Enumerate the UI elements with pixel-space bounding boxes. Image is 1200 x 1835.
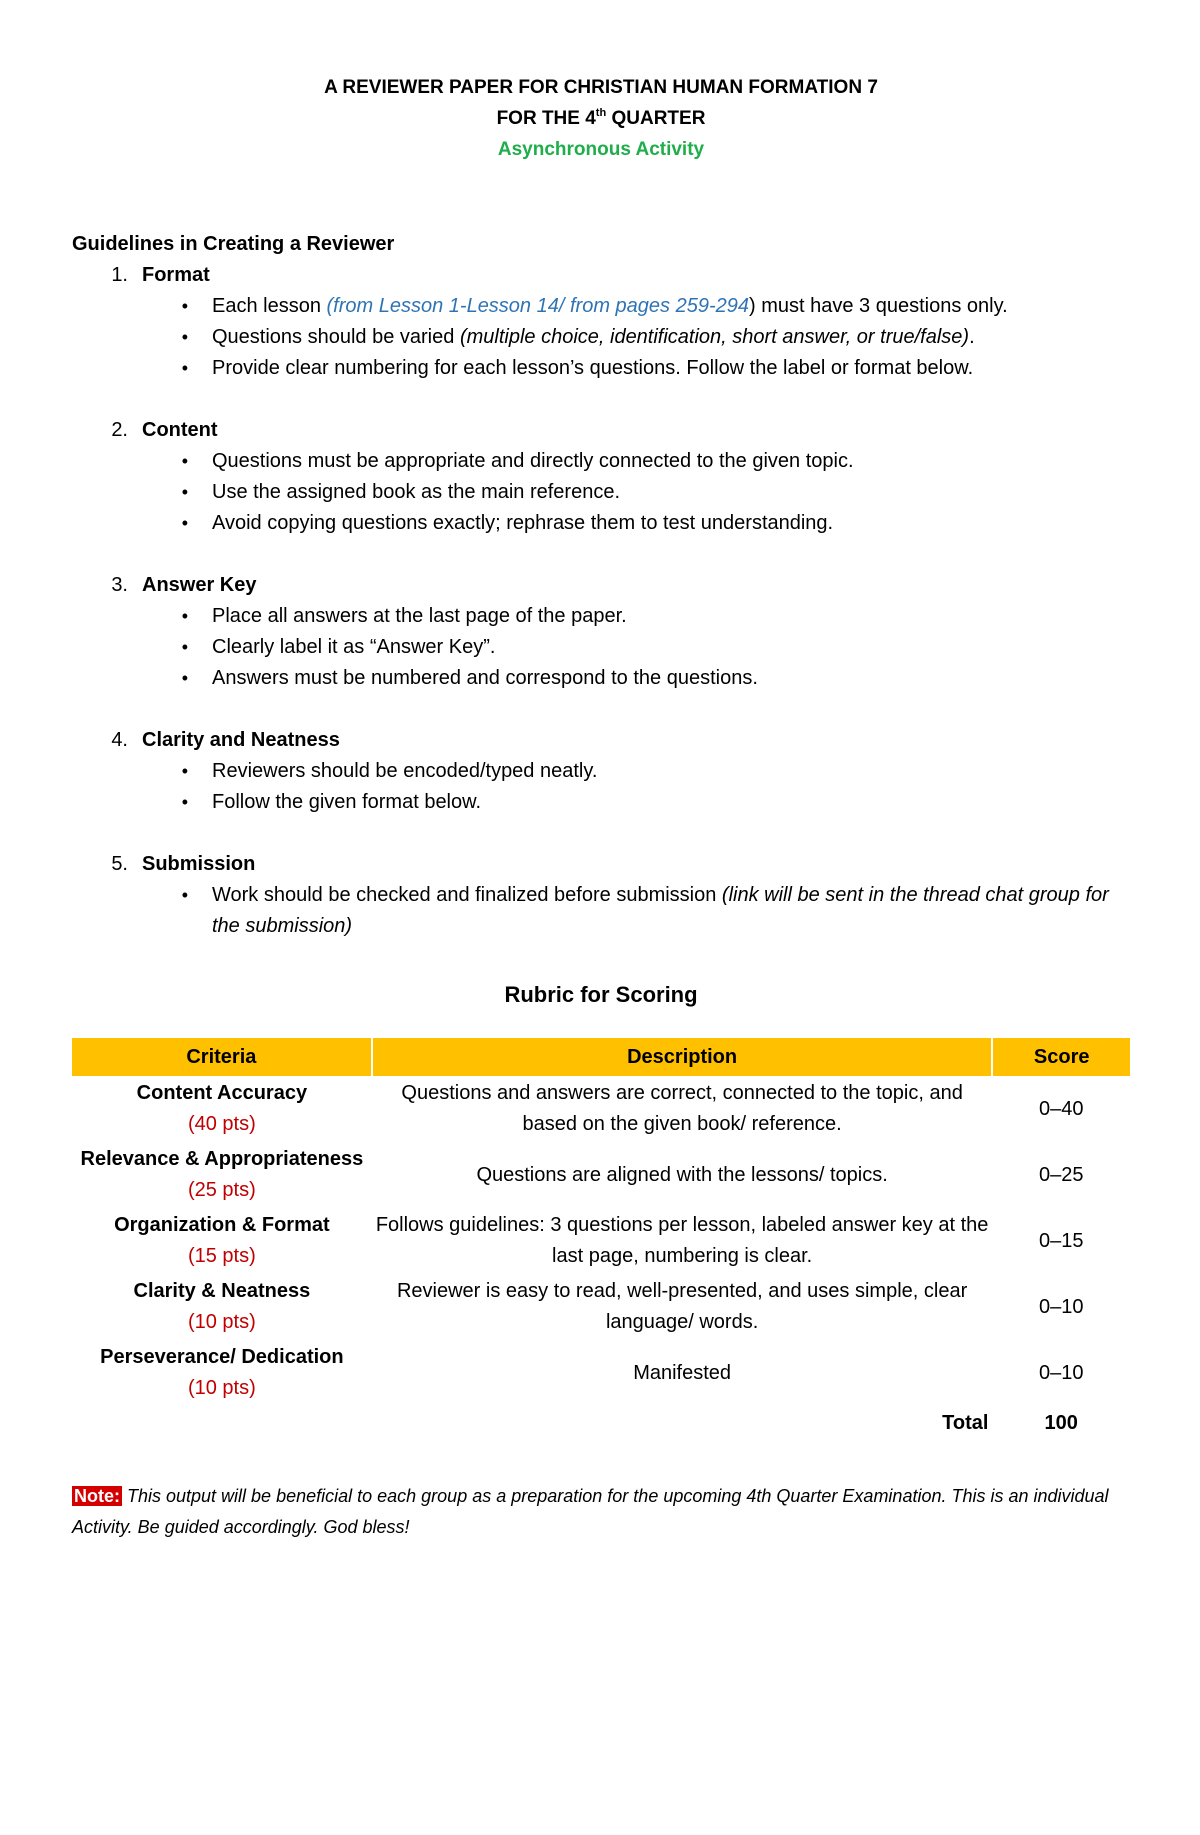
bullet-icon: • [181, 792, 188, 812]
guideline-section [72, 849, 1130, 942]
bullet-text-pre: Work should be checked and finalized before submission [212, 884, 722, 906]
bullet-icon: • [181, 327, 188, 347]
rubric-description-cell: Questions and answers are correct, connected to the topic, and based on the given book/ reference. [401, 1082, 963, 1135]
header-activity-type: Asynchronous Activity [497, 139, 705, 160]
bullet-text-pre: Each lesson [212, 295, 327, 317]
bullet-icon: • [181, 482, 188, 502]
bullet-text [212, 291, 1130, 322]
section-heading [72, 725, 1130, 756]
rubric-total-label: Total [942, 1412, 989, 1434]
rubric-total-value: 100 [1044, 1412, 1078, 1434]
section-title: Clarity and Neatness [142, 729, 340, 751]
rubric-criteria-cell [72, 1274, 372, 1340]
bullet-text-plain: Reviewers should be encoded/typed neatly. [212, 760, 598, 782]
bullet-item [72, 880, 1130, 942]
rubric-criteria-cell [72, 1340, 372, 1406]
criteria-name: Perseverance/ Dedication [100, 1346, 344, 1368]
bullet-text [212, 787, 1130, 818]
bullet-text-highlight: (from Lesson 1-Lesson 14/ from pages 259-294 [326, 295, 749, 317]
bullet-text [212, 446, 1130, 477]
criteria-points: (10 pts) [187, 1377, 256, 1399]
rubric-row [72, 1340, 1130, 1406]
bullet-icon: • [181, 451, 188, 471]
rubric-row [72, 1142, 1130, 1208]
bullet-text [212, 477, 1130, 508]
guideline-section [72, 260, 1130, 384]
section-bullets [72, 880, 1130, 942]
rubric-score-cell: 0–40 [1038, 1097, 1084, 1120]
note-text: This output will be beneficial to each group as a preparation for the upcoming 4th Quarter Examination. This is an individual Activity. Be guided accordingly. God bless! [72, 1486, 1109, 1537]
rubric-total-empty [72, 1406, 372, 1441]
rubric-table [72, 1038, 1130, 1441]
bullet-text-plain: Follow the given format below. [212, 791, 482, 813]
header-quarter-suffix: QUARTER [606, 108, 706, 129]
bullet-icon: • [181, 296, 188, 316]
bullet-text [212, 322, 1130, 353]
note [72, 1481, 1130, 1543]
criteria-name: Content Accuracy [136, 1082, 308, 1104]
section-number: 5. [111, 853, 128, 875]
bullet-text-plain: Avoid copying questions exactly; rephrase them to test understanding. [212, 512, 834, 534]
section-title: Content [142, 419, 218, 441]
bullet-item [72, 477, 1130, 508]
bullet-item [72, 446, 1130, 477]
section-number: 2. [111, 419, 128, 441]
bullet-text [212, 601, 1130, 632]
section-heading [72, 415, 1130, 446]
rubric-header-row [72, 1038, 1130, 1076]
criteria-points: (15 pts) [187, 1245, 256, 1267]
section-heading [72, 849, 1130, 880]
guideline-section [72, 415, 1130, 539]
bullet-text [212, 663, 1130, 694]
rubric-body [72, 1076, 1130, 1441]
document-header [72, 72, 1130, 165]
guideline-section [72, 570, 1130, 694]
rubric-header-score: Score [992, 1038, 1130, 1076]
section-bullets [72, 601, 1130, 694]
bullet-text-plain: Clearly label it as “Answer Key”. [212, 636, 496, 658]
rubric-criteria-cell [72, 1208, 372, 1274]
criteria-points: (25 pts) [187, 1179, 256, 1201]
section-title: Submission [142, 853, 256, 875]
bullet-text-plain: Provide clear numbering for each lesson’s questions. Follow the label or format below. [212, 357, 974, 379]
rubric-score-cell: 0–10 [1038, 1295, 1084, 1318]
section-title: Format [142, 264, 210, 286]
guidelines-title: Guidelines in Creating a Reviewer [72, 233, 395, 255]
bullet-item [72, 663, 1130, 694]
bullet-icon: • [181, 761, 188, 781]
rubric-header-description: Description [372, 1038, 993, 1076]
rubric-row [72, 1076, 1130, 1142]
guideline-section [72, 725, 1130, 818]
bullet-text [212, 508, 1130, 539]
rubric-score-cell: 0–10 [1038, 1361, 1084, 1384]
criteria-name: Relevance & Appropriateness [80, 1148, 364, 1170]
bullet-item [72, 756, 1130, 787]
section-number: 3. [111, 574, 128, 596]
bullet-icon: • [181, 668, 188, 688]
bullet-text-post: ) must have 3 questions only. [748, 295, 1008, 317]
section-heading [72, 570, 1130, 601]
rubric-total-row [72, 1406, 1130, 1441]
bullet-item [72, 632, 1130, 663]
rubric-score-cell: 0–25 [1038, 1163, 1084, 1186]
header-quarter-sup: th [595, 106, 607, 119]
rubric-description-cell: Reviewer is easy to read, well-presented, and uses simple, clear language/ words. [396, 1280, 968, 1333]
rubric-header-criteria: Criteria [72, 1038, 372, 1076]
rubric-description-cell: Questions are aligned with the lessons/ topics. [476, 1163, 888, 1186]
bullet-text-post: . [969, 326, 975, 348]
bullet-text-italic: (link will be sent in the thread chat group for the submission) [212, 884, 1109, 937]
header-title: A REVIEWER PAPER FOR CHRISTIAN HUMAN FORMATION 7 [324, 77, 878, 98]
bullet-text [212, 632, 1130, 663]
bullet-item [72, 322, 1130, 353]
rubric-criteria-cell [72, 1076, 372, 1142]
bullet-icon: • [181, 358, 188, 378]
criteria-name: Organization & Format [114, 1214, 330, 1236]
rubric-score-cell: 0–15 [1038, 1229, 1084, 1252]
bullet-item [72, 787, 1130, 818]
bullet-icon: • [181, 885, 188, 905]
bullet-item [72, 601, 1130, 632]
rubric-criteria-cell [72, 1142, 372, 1208]
rubric-description-cell: Manifested [633, 1361, 732, 1384]
section-title: Answer Key [142, 574, 257, 596]
bullet-item [72, 353, 1130, 384]
bullet-icon: • [181, 513, 188, 533]
bullet-text-plain: Questions must be appropriate and directly connected to the given topic. [212, 450, 854, 472]
bullet-text-italic: (multiple choice, identification, short answer, or true/false) [459, 326, 970, 348]
section-number: 1. [111, 264, 128, 286]
section-bullets [72, 446, 1130, 539]
section-bullets [72, 291, 1130, 384]
bullet-text [212, 880, 1130, 942]
rubric-description-cell: Follows guidelines: 3 questions per lesson, labeled answer key at the last page, numbering is clear. [375, 1214, 989, 1267]
header-quarter-text: FOR THE 4 [496, 108, 596, 129]
rubric-row [72, 1274, 1130, 1340]
bullet-text [212, 353, 1130, 384]
bullet-text-plain: Answers must be numbered and correspond to the questions. [212, 667, 758, 689]
header-quarter [72, 103, 1130, 134]
criteria-points: (40 pts) [187, 1113, 256, 1135]
bullet-item [72, 291, 1130, 322]
bullet-text-plain: Place all answers at the last page of the paper. [212, 605, 627, 627]
bullet-item [72, 508, 1130, 539]
rubric-row [72, 1208, 1130, 1274]
section-number: 4. [111, 729, 128, 751]
note-label: Note: [74, 1486, 120, 1506]
bullet-text [212, 756, 1130, 787]
section-heading [72, 260, 1130, 291]
rubric-title: Rubric for Scoring [504, 982, 698, 1007]
bullet-icon: • [181, 637, 188, 657]
bullet-icon: • [181, 606, 188, 626]
bullet-text-plain: Use the assigned book as the main reference. [212, 481, 621, 503]
guidelines-list [72, 260, 1130, 942]
section-bullets [72, 756, 1130, 818]
criteria-name: Clarity & Neatness [133, 1280, 311, 1302]
criteria-points: (10 pts) [187, 1311, 256, 1333]
bullet-text-pre: Questions should be varied [212, 326, 460, 348]
